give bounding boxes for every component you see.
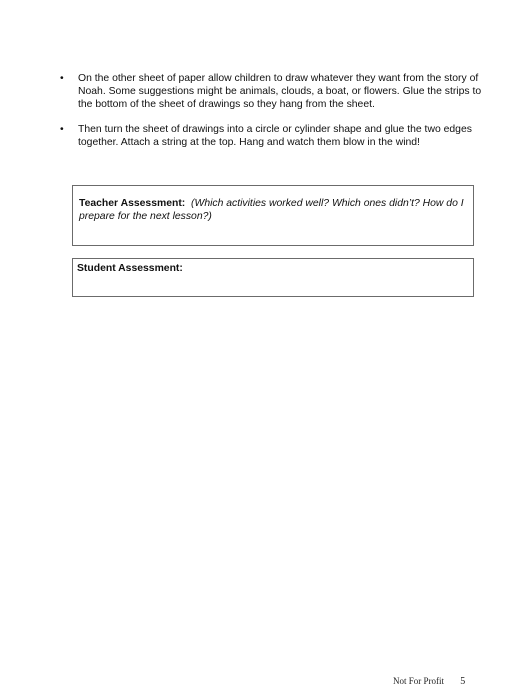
list-item — [58, 123, 498, 149]
footer-text: Not For Profit — [393, 676, 445, 686]
list-item — [58, 72, 498, 112]
student-assessment-box — [72, 258, 474, 297]
page-number: 5 — [460, 676, 466, 687]
page-footer — [393, 676, 465, 687]
bullet-icon: • — [60, 123, 64, 135]
bullet-icon: • — [60, 73, 64, 84]
instruction-text: On the other sheet of paper allow children to draw whatever they want from the story of Noah. Some suggestions might be animals, clouds, a boat, or flowers. Glue the strips to the bottom of the sheet of drawings so they hang from the sheet. — [78, 73, 482, 111]
instruction-text: Then turn the sheet of drawings into a circle or cylinder shape and glue the two edges together. Attach a string at the top. Hang and watch them blow in the wind! — [78, 123, 472, 148]
activity-instructions-list — [58, 72, 498, 160]
teacher-assessment-hint: (Which activities worked well? Which ones didn’t? How do I prepare for the next lesson?) — [79, 198, 464, 223]
teacher-assessment-box — [72, 185, 474, 246]
teacher-assessment-label: Teacher Assessment: — [79, 198, 186, 209]
student-assessment-label: Student Assessment: — [77, 263, 183, 274]
